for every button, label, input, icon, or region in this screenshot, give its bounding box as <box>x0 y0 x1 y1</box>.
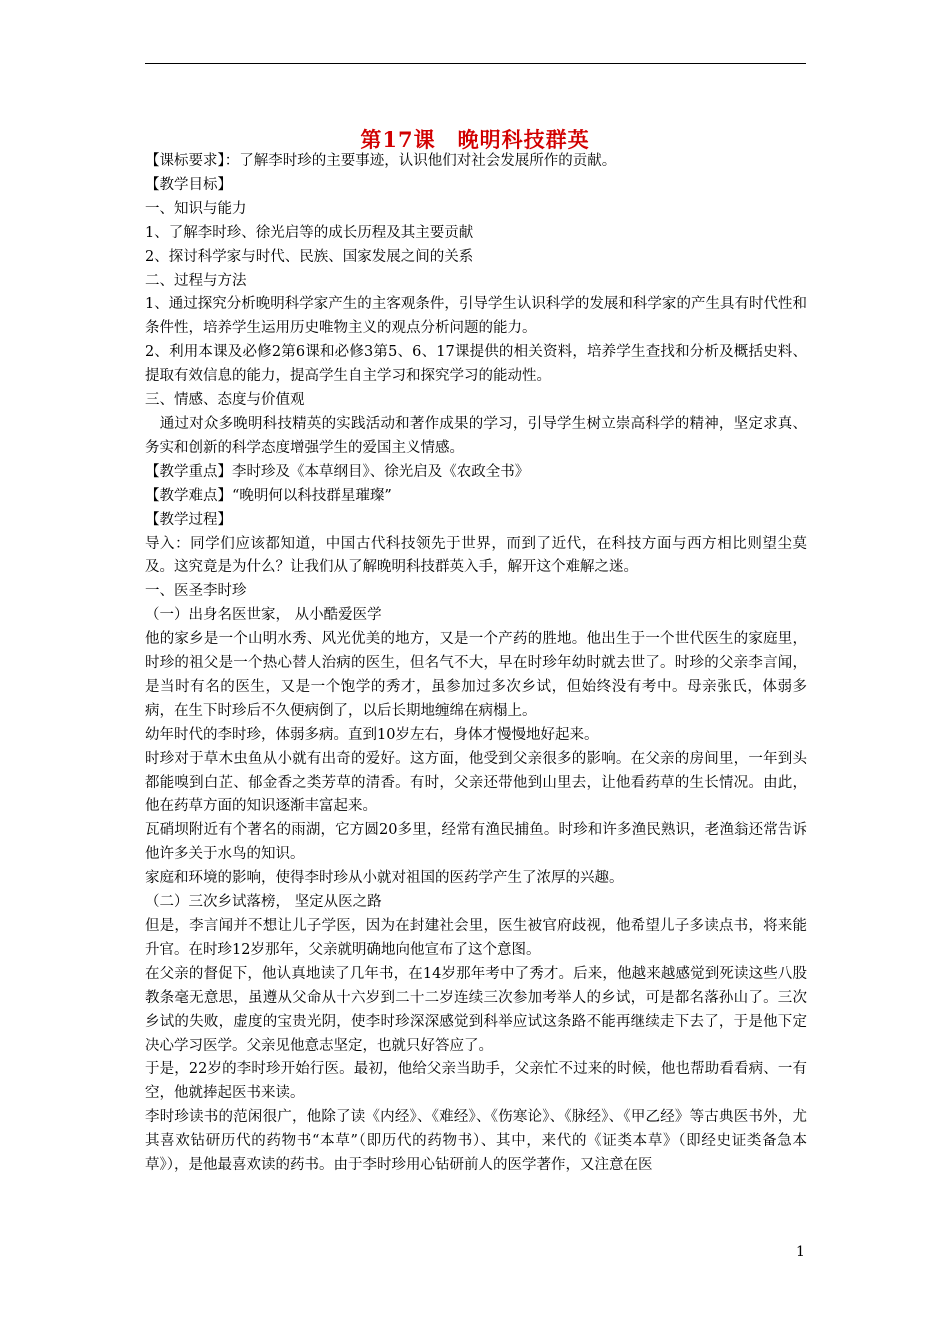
paragraph: 三、情感、态度与价值观 <box>145 392 305 409</box>
paragraph: 在父亲的督促下，他认真地读了几年书，在14岁那年考中了秀才。后来，他越来越感觉到死读这些八股教条毫无意思，虽遵从父命从十六岁到二十二岁连续三次参加考举人的乡试，可是都名落孙山了。三次乡试的失败，虚度的宝贵光阴，使李时珍深深感觉到科举应试这条路不能再继续走下去了，于是他下定决心学习医学。父亲见他意志坚定，也就只好答应了。 <box>145 965 807 1054</box>
paragraph: （二）三次乡试落榜， 坚定从医之路 <box>145 894 382 911</box>
paragraph: 1、通过探究分析晚明科学家产生的主客观条件，引导学生认识科学的发展和科学家的产生具有时代性和条件性，培养学生运用历史唯物主义的观点分析问题的能力。 <box>145 296 807 337</box>
paragraph: 二、过程与方法 <box>145 272 247 289</box>
paragraph: 但是，李言闻并不想让儿子学医，因为在封建社会里，医生被官府歧视，他希望儿子多读点书，将来能升官。在时珍12岁那年，父亲就明确地向他宣布了这个意图。 <box>145 918 807 958</box>
document-body <box>145 150 807 1178</box>
paragraph: 【教学目标】 <box>145 176 232 193</box>
paragraph: 家庭和环境的影响，使得李时珍从小就对祖国的医药学产生了浓厚的兴趣。 <box>145 870 624 887</box>
paragraph: 【课标要求】：了解李时珍的主要事迹，认识他们对社会发展所作的贡献。 <box>145 153 617 169</box>
paragraph: 一、医圣李时珍 <box>145 583 247 600</box>
paragraph: 【教学过程】 <box>145 511 232 528</box>
paragraph: 2、利用本课及必修2第6课和必修3第5、6、17课提供的相关资料，培养学生查找和分析及概括史料、提取有效信息的能力，提高学生自主学习和探究学习的能动性。 <box>145 344 807 385</box>
paragraph: 时珍对于草木虫鱼从小就有出奇的爱好。这方面，他受到父亲很多的影响。在父亲的房间里，一年到头都能嗅到白芷、郁金香之类芳草的清香。有时，父亲还带他到山里去，让他看药草的生长情况。由此，他在药草方面的知识逐渐丰富起来。 <box>145 750 807 815</box>
paragraph: 【教学难点】“晚明何以科技群星璀璨” <box>145 487 392 504</box>
paragraph: 一、知识与能力 <box>145 200 247 217</box>
paragraph: 1、了解李时珍、徐光启等的成长历程及其主要贡献 <box>145 224 474 241</box>
paragraph: 导入：同学们应该都知道，中国古代科技领先于世界，而到了近代，在科技方面与西方相比则望尘莫及。这究竟是为什么？让我们从了解晚明科技群英入手，解开这个难解之迷。 <box>145 535 807 576</box>
paragraph: 于是，22岁的李时珍开始行医。最初，他给父亲当助手，父亲忙不过来的时候，他也帮助看看病、一有空，他就捧起医书来读。 <box>145 1061 807 1102</box>
header-rule <box>145 63 806 64</box>
paragraph: 他的家乡是一个山明水秀、风光优美的地方，又是一个产药的胜地。他出生于一个世代医生的家庭里，时珍的祖父是一个热心替人治病的医生，但名气不大，早在时珍年幼时就去世了。时珍的父亲李言闻，是当时有名的医生，又是一个饱学的秀才，虽参加过多次乡试，但始终没有考中。母亲张氏，体弱多病，在生下时珍后不久便病倒了，以后长期地缠绵在病榻上。 <box>145 631 807 719</box>
paragraph: 2、探讨科学家与时代、民族、国家发展之间的关系 <box>145 248 474 265</box>
page-number: 1 <box>796 1244 805 1260</box>
paragraph: 瓦硝坝附近有个著名的雨湖，它方圆20多里，经常有渔民捕鱼。时珍和许多渔民熟识，老渔翁还常告诉他许多关于水鸟的知识。 <box>145 822 807 863</box>
paragraph: 通过对众多晚明科技精英的实践活动和著作成果的学习，引导学生树立崇高科学的精神，坚定求真、务实和创新的科学态度增强学生的爱国主义情感。 <box>145 415 807 456</box>
paragraph: 幼年时代的李时珍，体弱多病。直到10岁左右，身体才慢慢地好起来。 <box>145 726 599 743</box>
paragraph: 李时珍读书的范闲很广，他除了读《内经》、《难经》、《伤寒论》、《脉经》、《甲乙经》等古典医书外，尤其喜欢钻研历代的药物书“本草”（即历代的药物书）、其中，来代的《证类本草》（即经史证类备急本草》），是他最喜欢读的药书。由于李时珍用心钻研前人的医学著作，又注意在医 <box>145 1109 807 1174</box>
paragraph: 【教学重点】李时珍及《本草纲目》、徐光启及《农政全书》 <box>145 463 530 480</box>
page-title: 第17课 晚明科技群英 <box>360 127 590 152</box>
paragraph: （一）出身名医世家， 从小酷爱医学 <box>145 607 382 624</box>
